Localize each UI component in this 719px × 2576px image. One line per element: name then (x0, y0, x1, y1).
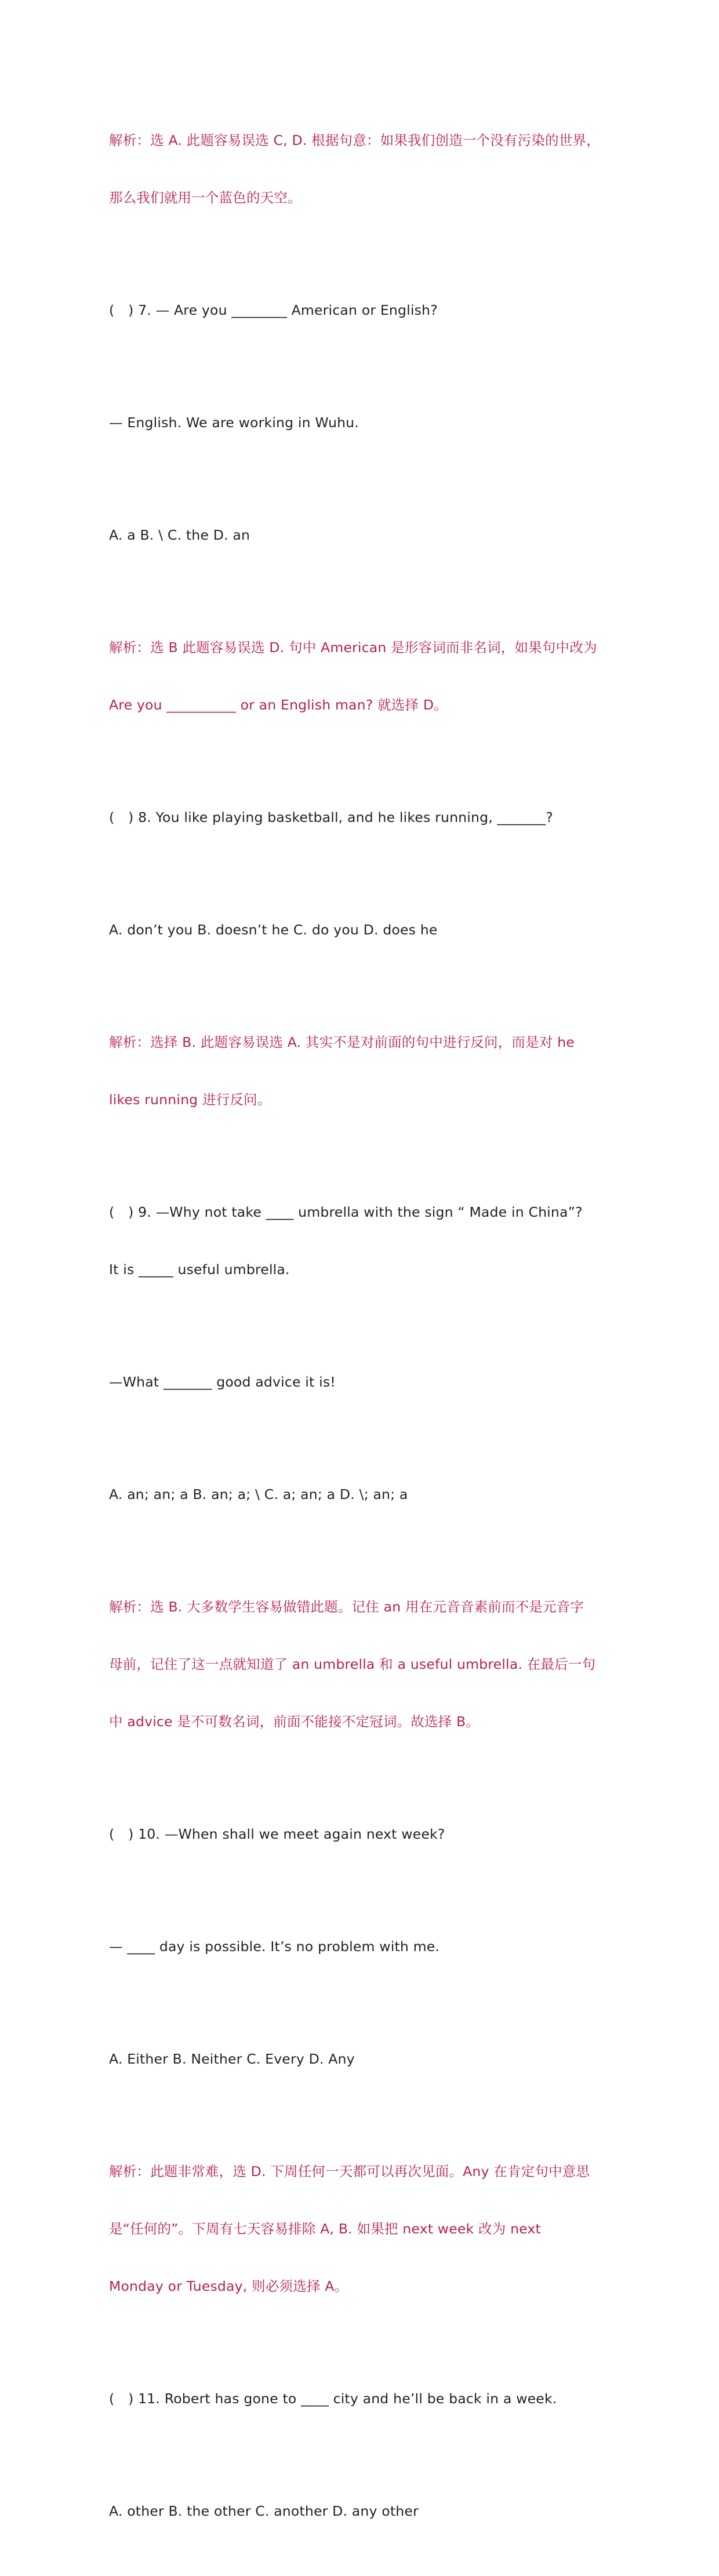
analysis-paragraph (109, 995, 619, 1148)
question-10 (109, 1787, 619, 1882)
question-9 (109, 1165, 619, 1318)
text-line: ( ) 7. — Are you ________ American or English? (109, 302, 438, 318)
dialog-line (109, 1899, 619, 1995)
answer-options (109, 2011, 619, 2107)
text-line: 解析：此题非常难，选 D. 下周任何一天都可以再次见面。Any 在肯定句中意思 (109, 2163, 590, 2180)
text-line: — English. We are working in Wuhu. (109, 414, 359, 431)
text-line: 解析：选 A. 此题容易误选 C, D. 根据句意：如果我们创造一个没有污染的世界， (109, 132, 600, 148)
analysis-paragraph (109, 1559, 619, 1770)
text-line: likes running 进行反问。 (109, 1091, 271, 1108)
answer-options (109, 882, 619, 978)
analysis-paragraph (109, 93, 619, 246)
question-11 (109, 2351, 619, 2447)
text-line: A. other B. the other C. another D. any other (109, 2503, 419, 2519)
question-7 (109, 263, 619, 358)
text-line: ( ) 9. —Why not take ____ umbrella with the sign “ Made in China”? (109, 1204, 583, 1220)
answer-options (109, 487, 619, 583)
text-line: 解析：选 B 此题容易误选 D. 句中 American 是形容词而非名词，如果句中改为 (109, 639, 597, 656)
text-line: Are you __________ or an English man? 就选择 D。 (109, 697, 448, 713)
document-page (109, 93, 619, 2576)
text-line: 母前，记住了这一点就知道了 an umbrella 和 a useful umbrella. 在最后一句 (109, 1656, 596, 1672)
question-8 (109, 770, 619, 865)
text-line: 解析：选择 B. 此题容易误选 A. 其实不是对前面的句中进行反问，而是对 he (109, 1034, 575, 1050)
dialog-line (109, 375, 619, 471)
text-line: A. an; an; a B. an; a; \ C. a; an; a D. \; an; a (109, 1486, 408, 1502)
analysis-paragraph (109, 600, 619, 753)
answer-options (109, 1447, 619, 1542)
text-line: A. don’t you B. doesn’t he C. do you D. does he (109, 922, 438, 938)
text-line: —What _______ good advice it is! (109, 1374, 336, 1390)
text-line: It is _____ useful umbrella. (109, 1261, 290, 1278)
text-line: 那么我们就用一个蓝色的天空。 (109, 190, 302, 206)
text-line: ( ) 10. —When shall we meet again next week? (109, 1826, 445, 1842)
text-line: 是“任何的”。下周有七天容易排除 A, B. 如果把 next week 改为 next (109, 2221, 541, 2237)
text-line: Monday or Tuesday, 则必须选择 A。 (109, 2278, 348, 2294)
analysis-paragraph (109, 2124, 619, 2334)
text-line: 解析：选 B. 大多数学生容易做错此题。记住 an 用在元音音素前而不是元音字 (109, 1599, 584, 1615)
text-line: 中 advice 是不可数名词，前面不能接不定冠词。故选择 B。 (109, 1713, 480, 1730)
answer-options (109, 2464, 619, 2559)
dialog-line (109, 1334, 619, 1430)
text-line: — ____ day is possible. It’s no problem with me. (109, 1938, 440, 1955)
text-line: A. Either B. Neither C. Every D. Any (109, 2051, 355, 2067)
text-line: ( ) 8. You like playing basketball, and he likes running, _______? (109, 809, 553, 825)
text-line: ( ) 11. Robert has gone to ____ city and he’ll be back in a week. (109, 2391, 557, 2407)
text-line: A. a B. \ C. the D. an (109, 527, 250, 543)
